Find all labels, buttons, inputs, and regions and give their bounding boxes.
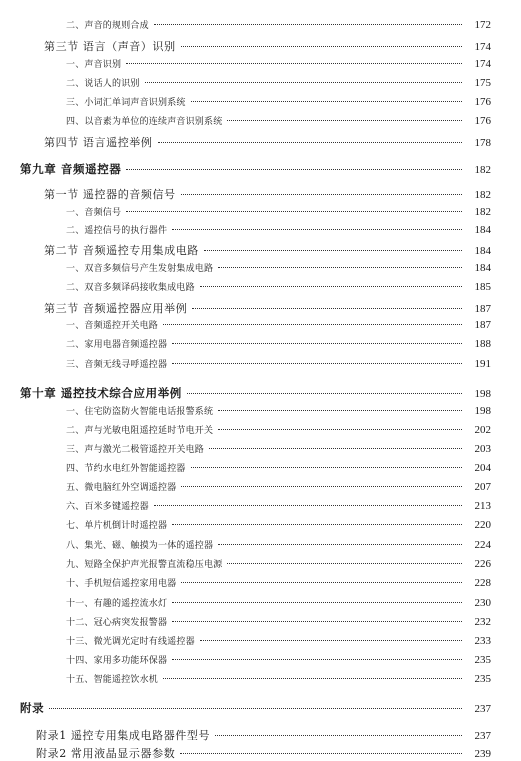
- toc-item-row: [66, 95, 491, 108]
- toc-section-row: [44, 186, 491, 202]
- toc-item-row: [66, 205, 491, 218]
- dot-leader: [172, 229, 462, 230]
- toc-item-row: [66, 223, 491, 236]
- toc-item-label: 二、声音的规则合成: [66, 21, 149, 31]
- toc-item-row: [66, 357, 491, 370]
- page-number: 184: [474, 245, 491, 257]
- toc-item-label: 四、以音素为单位的连续声音识别系统: [66, 117, 223, 127]
- dot-leader: [191, 467, 462, 468]
- toc-section-row: [44, 38, 491, 54]
- dot-leader: [154, 24, 462, 25]
- toc-item-row: [66, 480, 491, 493]
- toc-item-row: [66, 404, 491, 417]
- toc-item-label: 五、微电脑红外空调遥控器: [66, 483, 177, 493]
- dot-leader: [227, 120, 462, 121]
- dot-leader: [209, 448, 462, 449]
- dot-leader: [180, 753, 462, 754]
- toc-item-row: [66, 499, 491, 512]
- toc-item-label: 二、双音多频译码接收集成电路: [66, 283, 195, 293]
- toc-item-row: [66, 57, 491, 70]
- toc-item-label: 二、说话人的识别: [66, 79, 140, 89]
- toc-item-row: [66, 518, 491, 531]
- page-number: 172: [474, 19, 491, 31]
- dot-leader: [215, 735, 462, 736]
- toc-appendix-row: [36, 745, 491, 761]
- toc-item-label: 四、节约水电红外智能遥控器: [66, 464, 186, 474]
- page-number: 191: [474, 358, 491, 370]
- toc-item-label: 三、声与激光二极管遥控开关电路: [66, 445, 205, 455]
- toc-item-label: 十一、有趣的遥控流水灯: [66, 599, 168, 609]
- page-number: 235: [474, 654, 491, 666]
- toc-item-label: 一、音频信号: [66, 208, 122, 218]
- page-number: 224: [474, 539, 491, 551]
- page-number: 188: [474, 338, 491, 350]
- page-number: 204: [474, 462, 491, 474]
- toc-item-label: 二、声与光敏电阻遥控延时节电开关: [66, 426, 214, 436]
- toc-section-label: 第二节 音频遥控专用集成电路: [44, 244, 199, 257]
- toc-chapter-label: 附录: [20, 701, 45, 715]
- page-number: 235: [474, 673, 491, 685]
- dot-leader: [181, 486, 462, 487]
- toc-item-row: [66, 423, 491, 436]
- dot-leader: [154, 505, 462, 506]
- toc-item-label: 九、短路全保护声光报警直流稳压电源: [66, 560, 223, 570]
- toc-item-label: 一、声音识别: [66, 60, 122, 70]
- dot-leader: [163, 678, 462, 679]
- toc-item-label: 十三、微光调光定时有线遥控器: [66, 637, 195, 647]
- page-number: 230: [474, 597, 491, 609]
- page-number: 198: [474, 388, 491, 400]
- toc-item-row: [66, 538, 491, 551]
- dot-leader: [227, 563, 462, 564]
- dot-leader: [163, 324, 462, 325]
- toc-section-row: [44, 242, 491, 258]
- toc-appendix-label: 附录1 遥控专用集成电路器件型号: [36, 729, 211, 742]
- page-number: 178: [474, 137, 491, 149]
- toc-appendix-row: [36, 727, 491, 743]
- toc-item-row: [66, 114, 491, 127]
- dot-leader: [200, 286, 462, 287]
- dot-leader: [191, 101, 462, 102]
- toc-item-label: 一、住宅防盗防火智能电话报警系统: [66, 407, 214, 417]
- page-number: 176: [474, 96, 491, 108]
- toc-item-row: [66, 634, 491, 647]
- dot-leader: [145, 82, 462, 83]
- toc-item-label: 八、集光、磁、触摸为一体的遥控器: [66, 541, 214, 551]
- page-number: 176: [474, 115, 491, 127]
- page-number: 187: [474, 319, 491, 331]
- toc-item-label: 六、百米多键遥控器: [66, 502, 149, 512]
- toc-item-label: 七、单片机倒计时遥控器: [66, 521, 168, 531]
- dot-leader: [181, 582, 462, 583]
- page-number: 184: [474, 224, 491, 236]
- page-number: 182: [474, 206, 491, 218]
- dot-leader: [181, 46, 462, 47]
- page-number: 182: [474, 189, 491, 201]
- dot-leader: [192, 308, 462, 309]
- page-number: 228: [474, 577, 491, 589]
- dot-leader: [126, 169, 462, 170]
- page-number: 237: [474, 703, 491, 715]
- dot-leader: [218, 267, 462, 268]
- dot-leader: [218, 410, 462, 411]
- page-number: 174: [474, 41, 491, 53]
- dot-leader: [218, 544, 462, 545]
- toc-chapter-row: [20, 161, 491, 177]
- dot-leader: [126, 63, 462, 64]
- page-number: 232: [474, 616, 491, 628]
- toc-item-label: 十四、家用多功能环保器: [66, 656, 168, 666]
- toc-item-label: 二、家用电器音频遥控器: [66, 340, 168, 350]
- toc-item-label: 一、音频遥控开关电路: [66, 321, 159, 331]
- dot-leader: [181, 194, 462, 195]
- dot-leader: [126, 211, 462, 212]
- page-number: 174: [474, 58, 491, 70]
- dot-leader: [200, 640, 462, 641]
- toc-item-row: [66, 557, 491, 570]
- toc-item-label: 三、小词汇单词声音识别系统: [66, 98, 186, 108]
- dot-leader: [187, 393, 462, 394]
- toc-chapter-row: [20, 700, 491, 716]
- dot-leader: [49, 708, 462, 709]
- page-number: 239: [474, 748, 491, 760]
- dot-leader: [172, 363, 462, 364]
- toc-item-label: 三、音频无线寻呼遥控器: [66, 360, 168, 370]
- toc-section-row: [44, 300, 491, 316]
- toc-item-row: [66, 337, 491, 350]
- toc-item-row: [66, 18, 491, 31]
- dot-leader: [218, 429, 462, 430]
- toc-item-row: [66, 576, 491, 589]
- toc-item-label: 十五、智能遥控饮水机: [66, 675, 159, 685]
- dot-leader: [158, 142, 463, 143]
- page-number: 226: [474, 558, 491, 570]
- toc-item-row: [66, 442, 491, 455]
- page-number: 198: [474, 405, 491, 417]
- toc-item-row: [66, 672, 491, 685]
- toc-item-label: 十、手机短信遥控家用电器: [66, 579, 177, 589]
- toc-section-label: 第三节 音频遥控器应用举例: [44, 302, 188, 315]
- page-number: 203: [474, 443, 491, 455]
- toc-item-row: [66, 76, 491, 89]
- toc-item-row: [66, 318, 491, 331]
- page-number: 220: [474, 519, 491, 531]
- page-number: 185: [474, 281, 491, 293]
- dot-leader: [172, 524, 462, 525]
- toc-item-row: [66, 261, 491, 274]
- page-number: 184: [474, 262, 491, 274]
- page-number: 182: [474, 164, 491, 176]
- page-number: 202: [474, 424, 491, 436]
- toc-item-label: 十二、冠心病突发报警器: [66, 618, 168, 628]
- toc-section-row: [44, 134, 491, 150]
- toc-item-label: 二、遥控信号的执行器件: [66, 226, 168, 236]
- toc-section-label: 第四节 语言遥控举例: [44, 136, 153, 149]
- page-number: 233: [474, 635, 491, 647]
- page-number: 175: [474, 77, 491, 89]
- toc-appendix-label: 附录2 常用液晶显示器参数: [36, 747, 176, 760]
- toc-section-label: 第三节 语言（声音）识别: [44, 40, 176, 53]
- dot-leader: [204, 250, 462, 251]
- dot-leader: [172, 602, 462, 603]
- page-number: 237: [474, 730, 491, 742]
- toc-section-label: 第一节 遥控器的音频信号: [44, 188, 176, 201]
- page-number: 187: [474, 303, 491, 315]
- dot-leader: [172, 659, 462, 660]
- page-number: 207: [474, 481, 491, 493]
- toc-item-row: [66, 653, 491, 666]
- toc-chapter-label: 第九章 音频遥控器: [20, 162, 122, 176]
- toc-item-row: [66, 280, 491, 293]
- toc-item-row: [66, 461, 491, 474]
- dot-leader: [172, 621, 462, 622]
- dot-leader: [172, 343, 462, 344]
- toc-chapter-label: 第十章 遥控技术综合应用举例: [20, 386, 182, 400]
- page-number: 213: [474, 500, 491, 512]
- toc-item-row: [66, 615, 491, 628]
- toc-chapter-row: [20, 385, 491, 401]
- toc-item-row: [66, 596, 491, 609]
- toc-item-label: 一、双音多频信号产生发射集成电路: [66, 264, 214, 274]
